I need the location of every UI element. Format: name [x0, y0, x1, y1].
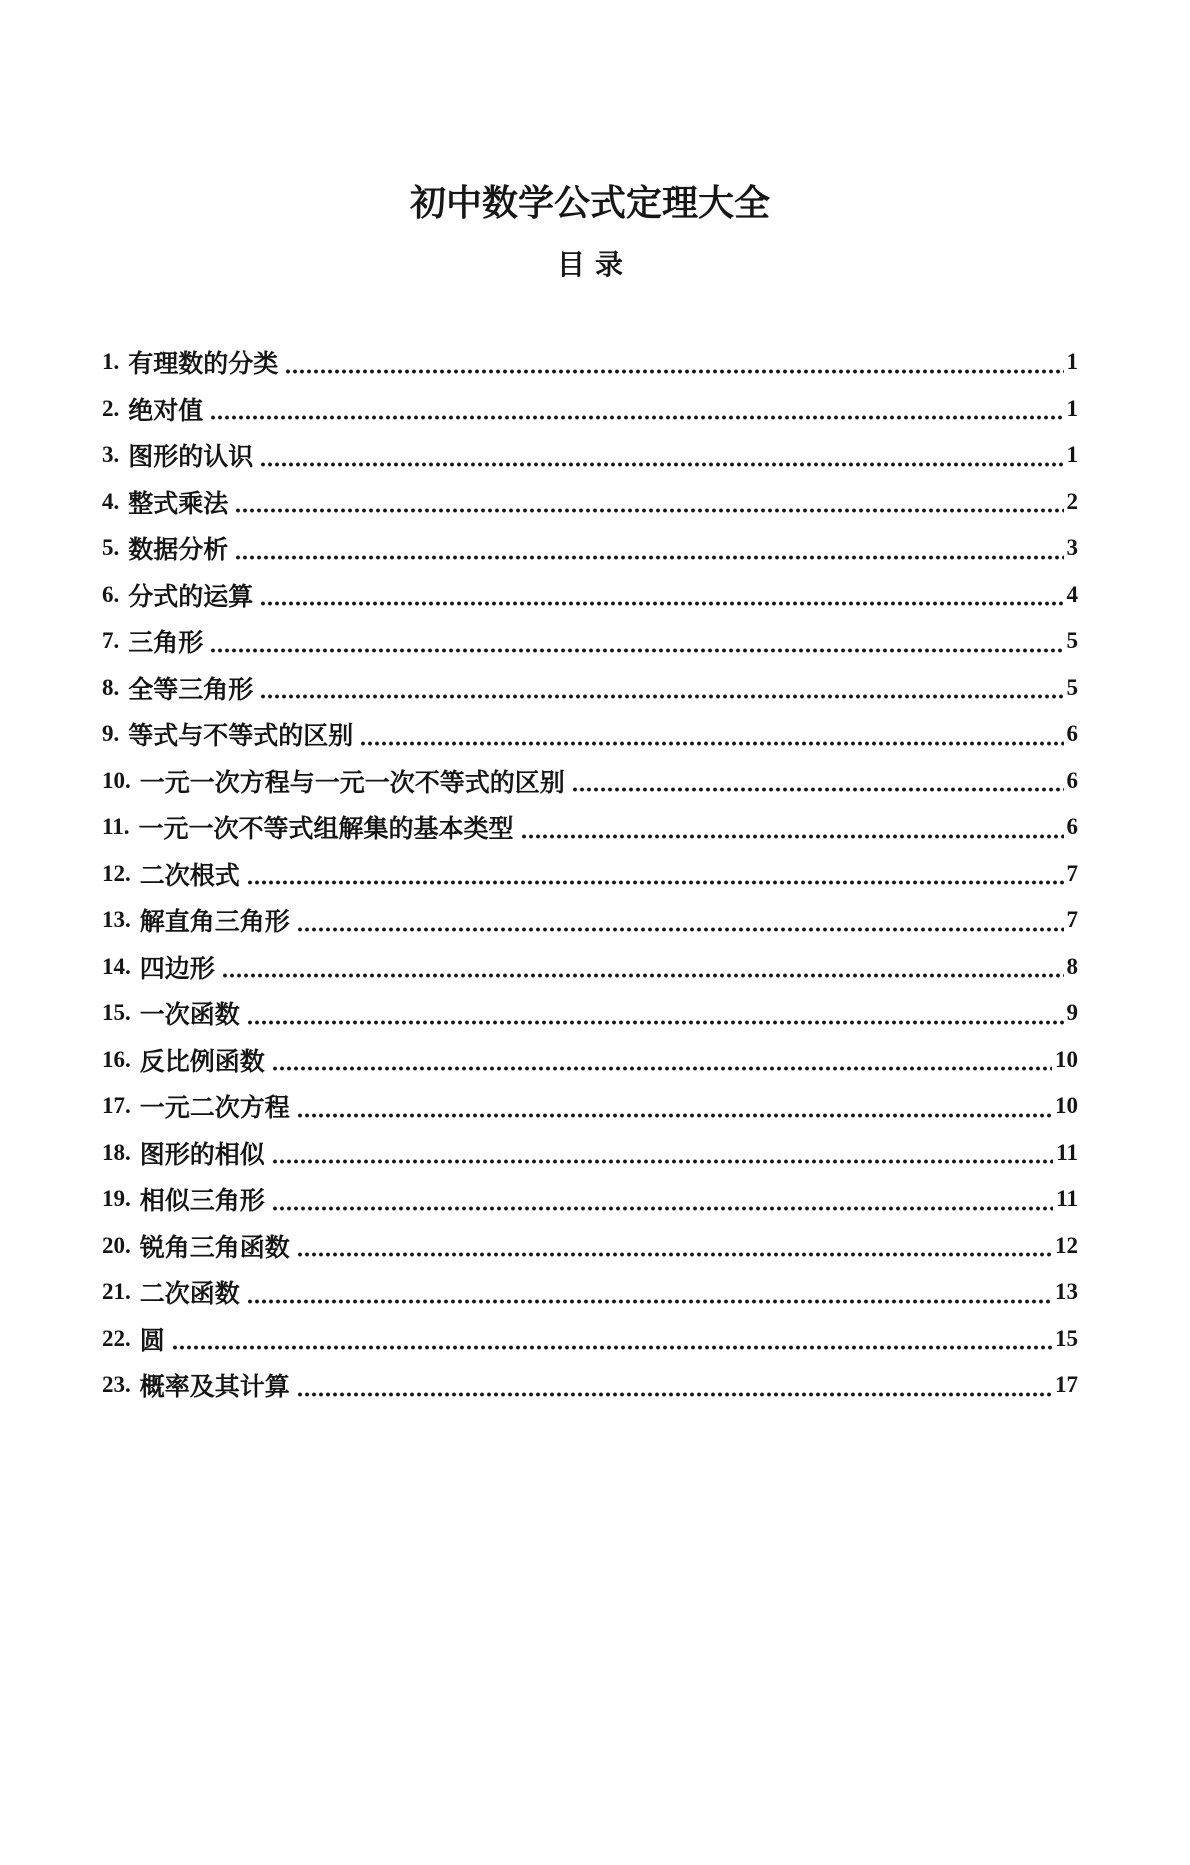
toc-entry-label: 一次函数	[139, 1002, 240, 1030]
toc-entry-label: 三角形	[128, 630, 204, 658]
toc-entry-label: 一元一次方程与一元一次不等式的区别	[139, 769, 565, 797]
toc-entry-page: 5	[1066, 628, 1078, 654]
toc-entry-number: 2.	[102, 395, 120, 421]
toc-entry-label: 一元一次不等式组解集的基本类型	[138, 816, 514, 844]
toc-entry-page: 13	[1055, 1279, 1078, 1305]
toc-entry-label: 等式与不等式的区别	[128, 723, 354, 751]
toc-entry-number: 10.	[102, 767, 131, 793]
toc-entry-page: 3	[1066, 535, 1078, 561]
toc-leader-dots	[261, 694, 1063, 699]
toc-leader-dots	[248, 1299, 1052, 1304]
toc-entry	[102, 1176, 1078, 1223]
toc-entry-label: 全等三角形	[128, 676, 254, 704]
toc-entry	[102, 1269, 1078, 1316]
page-title: 初中数学公式定理大全	[409, 183, 770, 223]
toc-entry-page: 1	[1066, 395, 1078, 421]
toc-entry	[102, 432, 1078, 479]
toc-entry	[102, 1130, 1078, 1177]
toc-entry-number: 15.	[102, 1000, 131, 1026]
toc-entry	[102, 339, 1078, 386]
toc-entry-number: 11.	[102, 814, 130, 840]
toc-entry-number: 13.	[102, 907, 131, 933]
toc-entry	[102, 851, 1078, 898]
toc-entry-label: 反比例函数	[139, 1048, 265, 1076]
toc-leader-dots	[236, 555, 1063, 560]
toc-entry	[102, 897, 1078, 944]
toc-entry-number: 20.	[102, 1232, 131, 1258]
toc-entry	[102, 1037, 1078, 1084]
toc-entry-label: 有理数的分类	[128, 351, 279, 379]
toc-entry-page: 7	[1066, 907, 1078, 933]
toc-entry-page: 9	[1066, 1000, 1078, 1026]
toc-leader-dots	[273, 1159, 1054, 1164]
toc-entry-page: 6	[1066, 721, 1078, 747]
toc-entry-page: 2	[1066, 488, 1078, 514]
toc-leader-dots	[286, 369, 1063, 374]
toc-entry-page: 1	[1066, 349, 1078, 375]
toc-entry-number: 18.	[102, 1139, 131, 1165]
toc-entry-number: 5.	[102, 535, 120, 561]
toc-leader-dots	[173, 1345, 1052, 1350]
toc-entry	[102, 1223, 1078, 1270]
toc-leader-dots	[273, 1206, 1054, 1211]
toc-entry	[102, 711, 1078, 758]
toc-entry-label: 二次函数	[139, 1281, 240, 1309]
toc-entry	[102, 479, 1078, 526]
toc-entry-number: 21.	[102, 1279, 131, 1305]
toc-entry-label: 绝对值	[128, 397, 204, 425]
toc-entry	[102, 804, 1078, 851]
toc-entry-label: 整式乘法	[128, 490, 229, 518]
toc-heading: 目录	[556, 250, 633, 282]
toc-entry-label: 锐角三角函数	[139, 1234, 290, 1262]
toc-leader-dots	[298, 1392, 1052, 1397]
toc-entry	[102, 572, 1078, 619]
toc-entry-label: 相似三角形	[139, 1188, 265, 1216]
toc-entry-page: 10	[1055, 1093, 1078, 1119]
toc-entry-label: 概率及其计算	[139, 1374, 290, 1402]
toc-entry-page: 1	[1066, 442, 1078, 468]
document-page	[0, 183, 1190, 1409]
toc-entry	[102, 386, 1078, 433]
toc-entry-number: 8.	[102, 674, 120, 700]
toc-entry-number: 17.	[102, 1093, 131, 1119]
toc-entry-page: 12	[1055, 1232, 1078, 1258]
toc-entry-number: 7.	[102, 628, 120, 654]
toc-entry-label: 数据分析	[128, 537, 229, 565]
toc-entry-number: 23.	[102, 1372, 131, 1398]
toc-entry-label: 分式的运算	[128, 583, 254, 611]
toc-entry-page: 4	[1066, 581, 1078, 607]
toc-entry-page: 15	[1055, 1325, 1078, 1351]
toc-leader-dots	[261, 462, 1063, 467]
toc-leader-dots	[298, 927, 1064, 932]
toc-entry-number: 4.	[102, 488, 120, 514]
toc-entry-page: 6	[1066, 767, 1078, 793]
toc-entry	[102, 1083, 1078, 1130]
toc-leader-dots	[261, 601, 1063, 606]
toc-entry-number: 1.	[102, 349, 120, 375]
toc-entry-label: 解直角三角形	[139, 909, 290, 937]
toc-entry-page: 17	[1055, 1372, 1078, 1398]
toc-entry-number: 3.	[102, 442, 120, 468]
toc-entry	[102, 758, 1078, 805]
toc-entry	[102, 1362, 1078, 1409]
toc-entry-page: 11	[1056, 1186, 1078, 1212]
toc-entry-label: 一元二次方程	[139, 1095, 290, 1123]
toc-entry	[102, 990, 1078, 1037]
toc-leader-dots	[248, 880, 1064, 885]
toc-entry-number: 22.	[102, 1325, 131, 1351]
toc-entry-page: 11	[1056, 1139, 1078, 1165]
toc-leader-dots	[573, 787, 1064, 792]
toc-entry-page: 10	[1055, 1046, 1078, 1072]
toc-entry-label: 二次根式	[139, 862, 240, 890]
toc-entry-number: 16.	[102, 1046, 131, 1072]
toc-entry-number: 6.	[102, 581, 120, 607]
toc-entry-number: 14.	[102, 953, 131, 979]
toc-leader-dots	[273, 1066, 1052, 1071]
toc-entry-label: 图形的认识	[128, 444, 254, 472]
toc-leader-dots	[211, 415, 1063, 420]
toc-entry-page: 6	[1066, 814, 1078, 840]
toc-entry-page: 8	[1066, 953, 1078, 979]
toc-entry-label: 圆	[139, 1327, 165, 1355]
toc-leader-dots	[298, 1113, 1052, 1118]
toc-entry-number: 9.	[102, 721, 120, 747]
toc-list	[102, 339, 1078, 1409]
toc-entry	[102, 1316, 1078, 1363]
toc-entry-label: 四边形	[139, 955, 215, 983]
toc-entry	[102, 665, 1078, 712]
toc-entry-number: 19.	[102, 1186, 131, 1212]
toc-entry-number: 12.	[102, 860, 131, 886]
toc-entry	[102, 525, 1078, 572]
toc-entry-label: 图形的相似	[139, 1141, 265, 1169]
toc-leader-dots	[236, 508, 1063, 513]
toc-leader-dots	[361, 741, 1063, 746]
toc-leader-dots	[223, 973, 1064, 978]
toc-leader-dots	[248, 1020, 1064, 1025]
toc-leader-dots	[298, 1252, 1052, 1257]
toc-entry-page: 5	[1066, 674, 1078, 700]
toc-entry	[102, 618, 1078, 665]
toc-entry-page: 7	[1066, 860, 1078, 886]
toc-leader-dots	[211, 648, 1063, 653]
toc-leader-dots	[522, 834, 1064, 839]
toc-entry	[102, 944, 1078, 991]
